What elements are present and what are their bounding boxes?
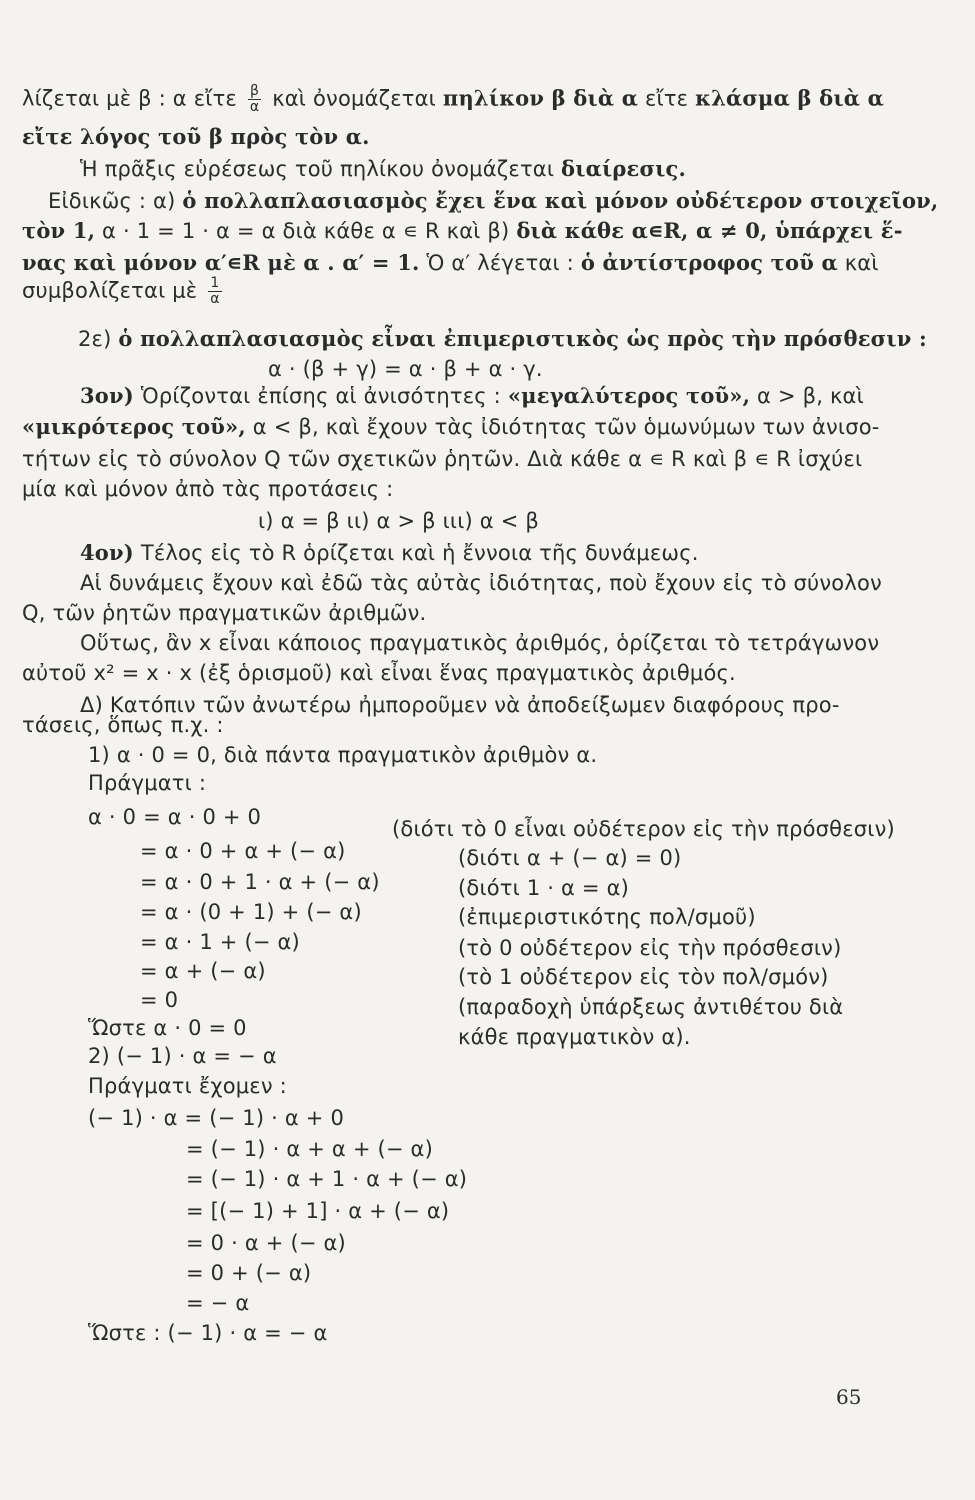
text-line: Δ) Κατόπιν τῶν ἀνωτέρω ἠμποροῦμεν νὰ ἀποδείξωμεν διαφόρους προ-	[80, 693, 840, 717]
bold-term: πηλίκον β διὰ α	[442, 85, 639, 111]
text-line: 1) α · 0 = 0, διὰ πάντα πραγματικὸν ἀριθμὸν α.	[88, 743, 598, 767]
proof-step: = α · (0 + 1) + (− α)	[140, 900, 362, 924]
text-line	[22, 84, 884, 115]
text-line: νας καὶ μόνον α′∊R μὲ α . α′ = 1. Ὁ α′ λέγεται : ὁ ἀντίστροφος τοῦ α καὶ	[22, 250, 879, 275]
proof-step: = α · 1 + (− α)	[140, 930, 300, 954]
text-line: Αἱ δυνάμεις ἔχουν καὶ ἐδῶ τὰς αὐτὰς ἰδιότητας, ποὺ ἔχουν εἰς τὸ σύνολον	[80, 571, 882, 595]
formula-line: α · (β + γ) = α · β + α · γ.	[268, 357, 543, 381]
text-line: μία καὶ μόνον ἀπὸ τὰς προτάσεις :	[22, 477, 394, 501]
text-line: 2ε) ὁ πολλαπλασιασμὸς εἶναι ἐπιμεριστικὸς ὡς πρὸς τὴν πρόσθεσιν :	[78, 326, 927, 351]
text-line: 2) (− 1) · α = − α	[88, 1044, 277, 1068]
proof-step: Ὥστε α · 0 = 0	[88, 1016, 247, 1040]
proof-note: (διότι α + (− α) = 0)	[458, 846, 682, 870]
proof-note: (τὸ 1 οὐδέτερον εἰς τὸν πολ/σμόν)	[458, 965, 829, 989]
proof-step: = (− 1) · α + α + (− α)	[186, 1137, 433, 1161]
proof-note: (τὸ 0 οὐδέτερον εἰς τὴν πρόσθεσιν)	[458, 936, 842, 960]
text-line: Εἰδικῶς : α) ὁ πολλαπλασιασμὸς ἔχει ἕνα καὶ μόνον οὐδέτερον στοιχεῖον,	[48, 188, 939, 213]
proof-step: = 0 + (− α)	[186, 1261, 312, 1285]
text-line: τήτων εἰς τὸ σύνολον Q τῶν σχετικῶν ῥητῶν. Διὰ κάθε α ∊ R καὶ β ∊ R ἰσχύει	[22, 447, 863, 471]
text-line: Q, τῶν ῥητῶν πραγματικῶν ἀριθμῶν.	[22, 601, 427, 625]
proof-note: (διότι 1 · α = α)	[458, 876, 630, 900]
proof-step: = 0 · α + (− α)	[186, 1231, 346, 1255]
text-line: Πράγματι ἔχομεν :	[88, 1074, 287, 1098]
text-line: εἴτε λόγος τοῦ β πρὸς τὸν α.	[22, 124, 370, 149]
fraction-one-over-alpha: $\frac{1}{\alpha}$	[210, 275, 220, 307]
proof-note: (διότι τὸ 0 εἶναι οὐδέτερον εἰς τὴν πρόσθεσιν)	[392, 817, 895, 841]
text-line: τάσεις, ὅπως π.χ. :	[22, 713, 224, 737]
text-line: 4ον) Τέλος εἰς τὸ R ὁρίζεται καὶ ἡ ἔννοια τῆς δυνάμεως.	[80, 540, 699, 565]
text-span: εἴτε	[644, 86, 689, 111]
bold-term: διαίρεσις.	[561, 156, 686, 181]
text-line: συμβολίζεται μὲ $\frac{1}{\alpha}$	[22, 275, 220, 307]
conclusion-line: Ὥστε : (− 1) · α = − α	[88, 1321, 328, 1345]
proof-step: (− 1) · α = (− 1) · α + 0	[88, 1106, 345, 1130]
text-line: Ἡ πρᾶξις εὑρέσεως τοῦ πηλίκου ὀνομάζεται διαίρεσις.	[80, 156, 686, 181]
proof-step: = − α	[186, 1291, 250, 1315]
proof-note: (ἐπιμεριστικότης πολ/σμοῦ)	[458, 905, 756, 929]
proof-step: α · 0 = α · 0 + 0	[88, 805, 262, 829]
proof-step: = 0	[140, 988, 179, 1012]
formula-line: ι) α = β ιι) α > β ιιι) α < β	[258, 509, 539, 533]
bold-term: κλάσμα β διὰ α	[695, 85, 884, 111]
text-line: «μικρότερος τοῦ», α < β, καὶ ἔχουν τὰς ἰδιότητας τῶν ὁμωνύμων των ἀνισο-	[22, 414, 880, 439]
proof-note: κάθε πραγματικὸν α).	[458, 1025, 691, 1049]
proof-step: = α + (− α)	[140, 959, 266, 983]
proof-step: = α · 0 + 1 · α + (− α)	[140, 870, 380, 894]
text-line: Οὕτως, ἂν x εἶναι κάποιος πραγματικὸς ἀριθμός, ὁρίζεται τὸ τετράγωνον	[80, 631, 880, 655]
text-line: τὸν 1, α · 1 = 1 · α = α διὰ κάθε α ∊ R καὶ β) διὰ κάθε α∊R, α ≠ 0, ὑπάρχει ἕ-	[22, 218, 903, 243]
text-line: 3ον) Ὁρίζονται ἐπίσης αἱ ἀνισότητες : «μεγαλύτερος τοῦ», α > β, καὶ	[80, 383, 864, 408]
text-line: Πράγματι :	[88, 771, 207, 795]
text-line: αὐτοῦ x² = x · x (ἐξ ὁρισμοῦ) καὶ εἶναι ἕνας πραγματικὸς ἀριθμός.	[22, 661, 736, 685]
proof-step: = (− 1) · α + 1 · α + (− α)	[186, 1167, 468, 1191]
proof-note: (παραδοχὴ ὑπάρξεως ἀντιθέτου διὰ	[458, 995, 844, 1019]
page-number: 65	[836, 1385, 862, 1409]
fraction-beta-over-alpha: $\frac{\beta}{\alpha}$	[249, 83, 260, 115]
text-span: καὶ ὀνομάζεται	[272, 86, 436, 111]
proof-step: = [(− 1) + 1] · α + (− α)	[186, 1199, 450, 1223]
proof-step: = α · 0 + α + (− α)	[140, 839, 346, 863]
text-span: λίζεται μὲ β : α εἴτε	[22, 86, 237, 111]
